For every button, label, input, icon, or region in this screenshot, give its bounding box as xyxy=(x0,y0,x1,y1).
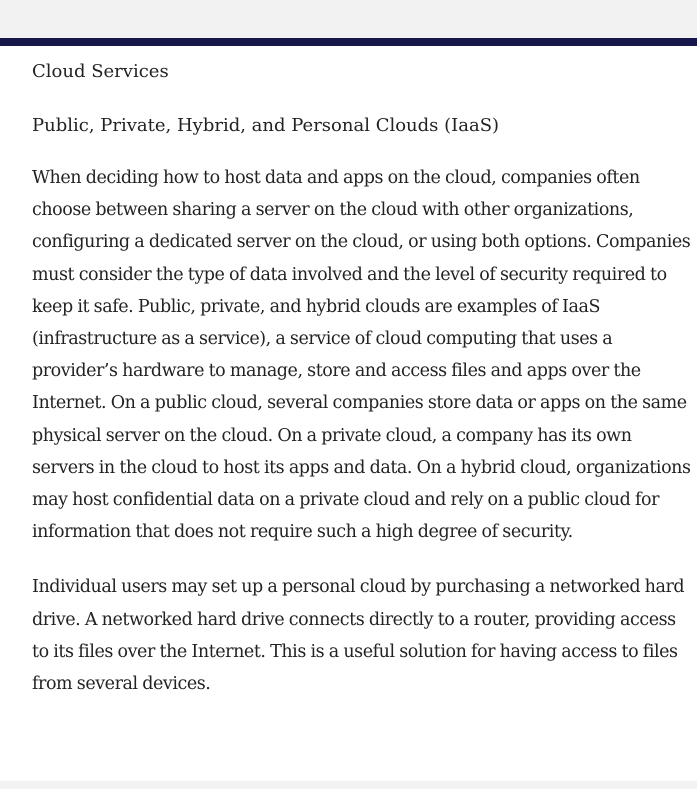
section-title: Cloud Services xyxy=(32,61,169,82)
body-paragraph-cloud-types: When deciding how to host data and apps on the cloud, companies often choose between sharing a server on the cloud with other organizations, configuring a dedicated server on the cloud, or using both options. Companies must consider the type of data involved and the level of security required to keep it safe. Public, private, and hybrid clouds are examples of IaaS (infrastructure as a service), a service of cloud computing that uses a provider’s hardware to manage, store and access files and apps over the Internet. On a public cloud, several companies store data or apps on the same physical server on the cloud. On a private cloud, a company has its own servers in the cloud to host its apps and data. On a hybrid cloud, organizations may host confidential data on a private cloud and rely on a public cloud for information that does not require such a high degree of security. xyxy=(32,168,691,543)
top-background-band xyxy=(0,0,697,38)
bottom-background-band xyxy=(0,781,697,789)
content-panel xyxy=(0,38,697,781)
article-body xyxy=(32,60,692,700)
body-paragraph-personal-cloud: Individual users may set up a personal cloud by purchasing a networked hard drive. A networked hard drive connects directly to a router, providing access to its files over the Internet. This is a useful solution for having access to files from several devices. xyxy=(32,577,685,695)
section-subtitle: Public, Private, Hybrid, and Personal Clouds (IaaS) xyxy=(32,115,500,136)
